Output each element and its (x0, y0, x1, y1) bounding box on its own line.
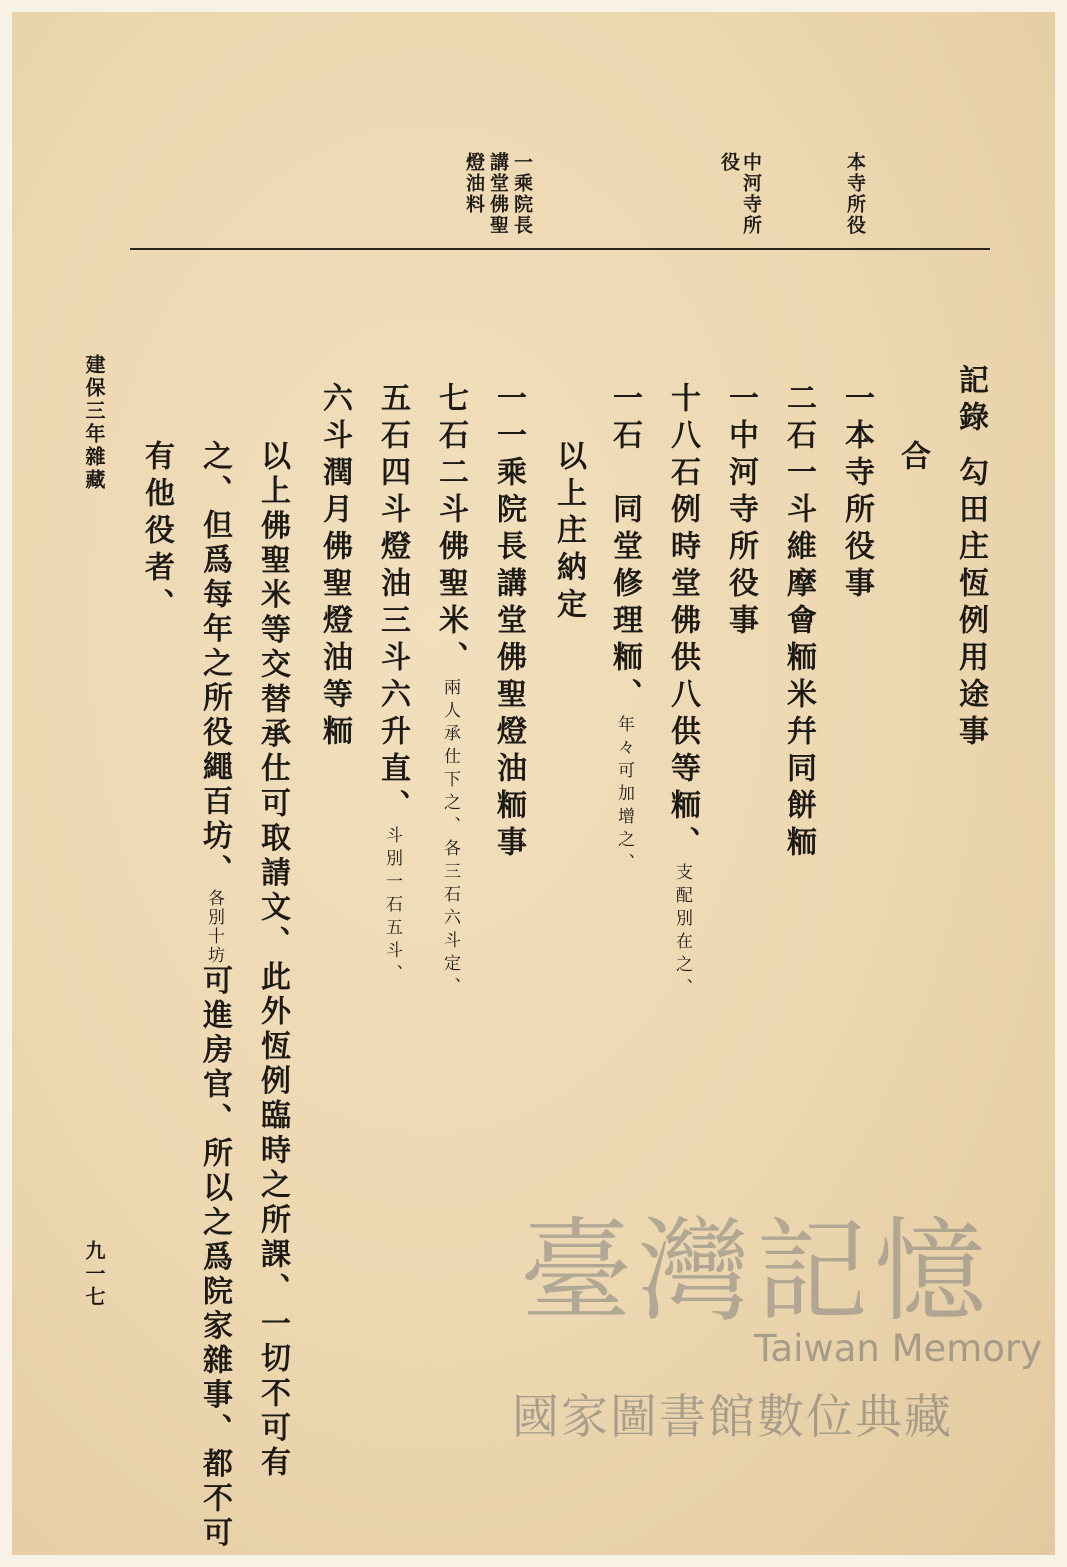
text-col-go: 合 (895, 440, 930, 477)
col14-annotation-b: 十坊 (204, 926, 224, 965)
col11-annotation: 斗別一石五斗、 (382, 826, 402, 987)
header-col-ichijoin-a: 一乘院長 (511, 152, 533, 236)
col6-main: 十八石例時堂佛供八供等粫、 (665, 382, 700, 863)
text-col-10 (433, 382, 468, 1000)
text-col-9: 一一乘院長講堂佛聖燈油粫事 (491, 382, 526, 863)
header-col-nakagawa-a: 中河寺所 (740, 152, 762, 236)
header-col-nakagawa-b: 役 (718, 152, 740, 173)
col14-annotation-a: 各別 (204, 888, 224, 927)
kiroku-label: 記錄 (953, 364, 988, 438)
col11-main: 五石四斗燈油三斗六升直、 (375, 382, 410, 826)
col14-main-b: 可進房官、所以之爲院家雜事、都不可 (197, 964, 232, 1551)
text-col-6 (665, 382, 700, 1001)
header-col-ichijoin-c: 燈油料 (463, 152, 485, 215)
running-title: 建保三年雜藏 (82, 354, 106, 492)
watermark-national-library: 國家圖書館數位典藏 (512, 1390, 953, 1445)
header-rule (130, 248, 990, 250)
text-col-5: 一中河寺所役事 (723, 382, 758, 641)
col7-main: 一石 同堂修理粫、 (607, 382, 642, 715)
col14-main-a: 之、但爲每年之所役繩百坊、 (197, 440, 232, 889)
text-col-4: 二石一斗維摩會粫米幷同餅粫 (781, 382, 816, 863)
text-col-13: 以上佛聖米等交替承仕可取請文、此外恆例臨時之所課、一切不可有 (255, 440, 290, 1481)
text-col-kiroku (953, 364, 988, 752)
header-col-honji: 本寺所役 (844, 152, 866, 236)
col6-annotation: 支配別在之、 (672, 863, 692, 1001)
header-col-ichijoin-b: 講堂佛聖 (487, 152, 509, 236)
text-col-3: 一本寺所役事 (839, 382, 874, 604)
watermark-taiwan-memory-cn: 臺灣記憶 (520, 1207, 992, 1337)
watermark-taiwan-memory-en: Taiwan Memory (754, 1327, 1043, 1370)
text-col-11 (375, 382, 410, 987)
text-col-14 (197, 440, 232, 1551)
col7-annotation: 年々可加增之、 (614, 715, 634, 876)
text-col-7 (607, 382, 642, 876)
page-number: 九一七 (82, 1240, 106, 1309)
kiroku-title: 勾田庄恆例用途事 (953, 456, 988, 752)
col10-annotation: 兩人承仕下之、各三石六斗定、 (440, 678, 460, 1000)
col10-main: 七石二斗佛聖米、 (433, 382, 468, 678)
text-col-8: 以上庄納定 (551, 440, 586, 625)
text-col-12: 六斗潤月佛聖燈油等粫 (317, 382, 352, 752)
text-col-15: 有他役者、 (139, 440, 174, 625)
